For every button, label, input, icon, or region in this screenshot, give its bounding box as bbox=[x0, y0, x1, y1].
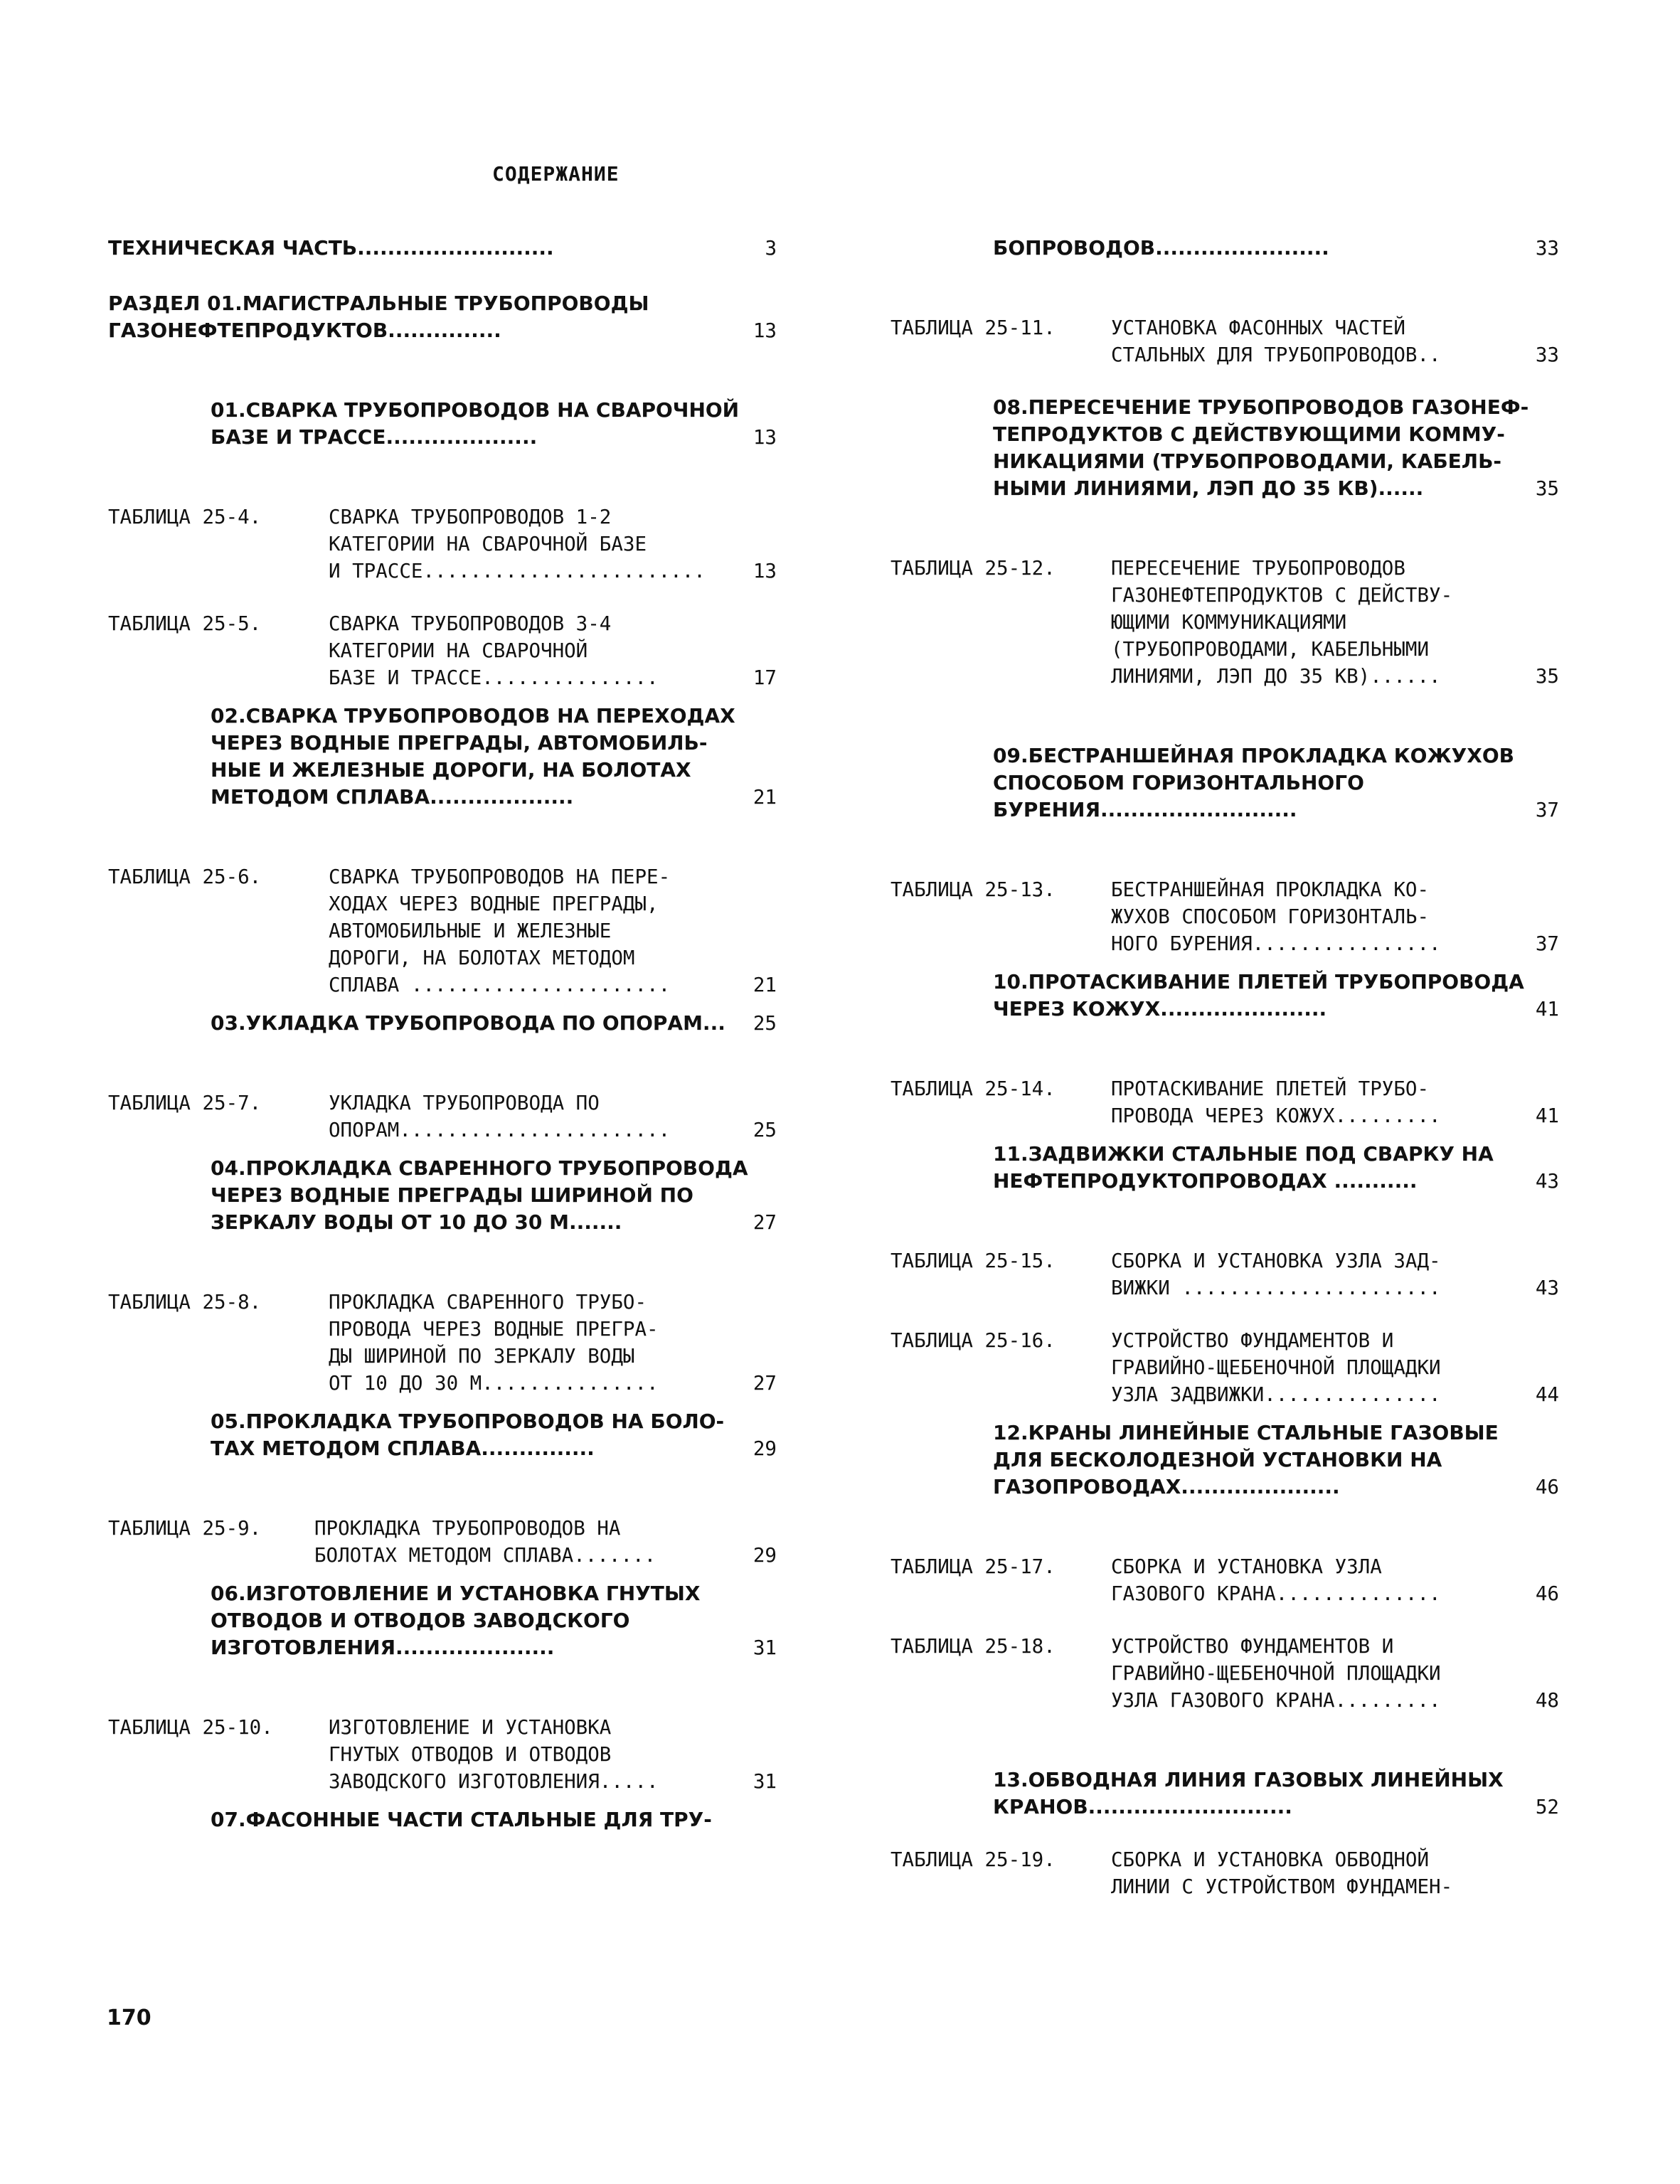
toc-page-number: 35 bbox=[1535, 665, 1559, 688]
toc-section-entry bbox=[108, 1408, 777, 1462]
toc-page-number: 44 bbox=[1535, 1383, 1559, 1406]
toc-entry-line: 06.ИЗГОТОВЛЕНИЕ И УСТАНОВКА ГНУТЫХ bbox=[211, 1582, 701, 1605]
toc-table-label: ТАБЛИЦА 25-13. bbox=[890, 878, 1056, 901]
toc-entry-line: ТЕПРОДУКТОВ С ДЕЙСТВУЮЩИМИ КОММУ- bbox=[993, 422, 1505, 446]
toc-section-entry bbox=[108, 1010, 777, 1037]
toc-page-number: 35 bbox=[1535, 477, 1559, 500]
toc-page-number: 37 bbox=[1535, 799, 1559, 821]
toc-table-label: ТАБЛИЦА 25-8. bbox=[108, 1291, 262, 1314]
toc-table-label: ТАБЛИЦА 25-7. bbox=[108, 1092, 262, 1114]
toc-entry-line: 07.ФАСОННЫЕ ЧАСТИ СТАЛЬНЫЕ ДЛЯ ТРУ- bbox=[211, 1808, 712, 1831]
toc-section-entry bbox=[890, 1419, 1559, 1501]
toc-entry-line: НЫМИ ЛИНИЯМИ, ЛЭП ДО 35 КВ)...... bbox=[993, 476, 1424, 500]
toc-table-label: ТАБЛИЦА 25-11. bbox=[890, 316, 1056, 339]
toc-section-entry bbox=[108, 1580, 777, 1661]
toc-entry-line: ПРОВОДА ЧЕРЕЗ ВОДНЫЕ ПРЕГРА- bbox=[329, 1318, 659, 1341]
toc-table-label: ТАБЛИЦА 25-16. bbox=[890, 1329, 1056, 1352]
toc-entry-line: И ТРАССЕ........................ bbox=[329, 560, 706, 582]
toc-table-entry bbox=[890, 1846, 1559, 1900]
toc-entry-line: СВАРКА ТРУБОПРОВОДОВ 3-4 bbox=[329, 612, 612, 635]
toc-page-number: 41 bbox=[1535, 998, 1559, 1021]
toc-entry-line: (ТРУБОПРОВОДАМИ, КАБЕЛЬНЫМИ bbox=[1111, 638, 1430, 661]
toc-page-number: 21 bbox=[753, 786, 777, 809]
toc-table-label: ТАБЛИЦА 25-6. bbox=[108, 865, 262, 888]
toc-table-entry bbox=[890, 1075, 1559, 1129]
toc-entry-line: ТЕХНИЧЕСКАЯ ЧАСТЬ.......................... bbox=[108, 236, 554, 260]
toc-entry-line: 09.БЕСТРАНШЕЙНАЯ ПРОКЛАДКА КОЖУХОВ bbox=[993, 744, 1515, 767]
toc-entry-line: ЛИНИЯМИ, ЛЭП ДО 35 КВ)...... bbox=[1111, 665, 1441, 688]
toc-table-entry bbox=[108, 504, 777, 585]
toc-section-entry bbox=[108, 235, 777, 262]
toc-entry-line: БОЛОТАХ МЕТОДОМ СПЛАВА....... bbox=[314, 1544, 656, 1567]
toc-table-entry bbox=[890, 314, 1559, 368]
toc-entry-line: ГРАВИЙНО-ЩЕБЕНОЧНОЙ ПЛОЩАДКИ bbox=[1111, 1662, 1441, 1685]
toc-entry-line: БУРЕНИЯ.......................... bbox=[993, 798, 1297, 821]
toc-table-entry bbox=[890, 555, 1559, 690]
toc-entry-line: ЗЕРКАЛУ ВОДЫ ОТ 10 ДО 30 М....... bbox=[211, 1210, 622, 1234]
toc-left-column bbox=[108, 235, 777, 1833]
toc-entry-line: КАТЕГОРИИ НА СВАРОЧНОЙ БАЗЕ bbox=[329, 533, 647, 555]
toc-page-number: 13 bbox=[753, 426, 777, 449]
toc-entry-line: КАТЕГОРИИ НА СВАРОЧНОЙ bbox=[329, 639, 588, 662]
toc-entry-line: ПРОТАСКИВАНИЕ ПЛЕТЕЙ ТРУБО- bbox=[1111, 1077, 1430, 1100]
toc-entry-line: 13.ОБВОДНАЯ ЛИНИЯ ГАЗОВЫХ ЛИНЕЙНЫХ bbox=[993, 1768, 1504, 1791]
toc-entry-line: ЮЩИМИ КОММУНИКАЦИЯМИ bbox=[1111, 611, 1347, 634]
toc-entry-line: ЧЕРЕЗ КОЖУХ...................... bbox=[993, 997, 1327, 1021]
toc-entry-line: ОТ 10 ДО 30 М............... bbox=[329, 1372, 659, 1395]
toc-entry-line: СБОРКА И УСТАНОВКА УЗЛА bbox=[1111, 1555, 1382, 1578]
toc-entry-line: 05.ПРОКЛАДКА ТРУБОПРОВОДОВ НА БОЛО- bbox=[211, 1410, 725, 1433]
toc-entry-line: НЕФТЕПРОДУКТОПРОВОДАХ ........... bbox=[993, 1169, 1418, 1193]
toc-table-label: ТАБЛИЦА 25-10. bbox=[108, 1716, 273, 1739]
toc-section-entry bbox=[108, 1155, 777, 1236]
toc-entry-line: УСТАНОВКА ФАСОННЫХ ЧАСТЕЙ bbox=[1111, 316, 1405, 339]
toc-entry-line: СБОРКА И УСТАНОВКА ОБВОДНОЙ bbox=[1111, 1848, 1430, 1871]
toc-entry-line: ВИЖКИ ...................... bbox=[1111, 1277, 1441, 1299]
toc-page-number: 37 bbox=[1535, 932, 1559, 955]
toc-page-number: 43 bbox=[1535, 1170, 1559, 1193]
toc-page-number: 13 bbox=[753, 560, 777, 582]
toc-table-label: ТАБЛИЦА 25-14. bbox=[890, 1077, 1056, 1100]
toc-entry-line: ГРАВИЙНО-ЩЕБЕНОЧНОЙ ПЛОЩАДКИ bbox=[1111, 1356, 1441, 1379]
toc-table-entry bbox=[108, 610, 777, 691]
toc-page-number: 17 bbox=[753, 666, 777, 689]
toc-entry-line: 11.ЗАДВИЖКИ СТАЛЬНЫЕ ПОД СВАРКУ НА bbox=[993, 1142, 1494, 1166]
toc-page-number: 46 bbox=[1535, 1582, 1559, 1605]
toc-entry-line: СПОСОБОМ ГОРИЗОНТАЛЬНОГО bbox=[993, 771, 1364, 794]
toc-page-number: 48 bbox=[1535, 1689, 1559, 1712]
toc-section-entry bbox=[108, 290, 777, 344]
toc-entry-line: ТАХ МЕТОДОМ СПЛАВА............... bbox=[211, 1437, 595, 1460]
toc-page-number: 29 bbox=[753, 1437, 777, 1460]
toc-entry-line: ПРОКЛАДКА ТРУБОПРОВОДОВ НА bbox=[314, 1517, 621, 1540]
toc-entry-line: УКЛАДКА ТРУБОПРОВОДА ПО bbox=[329, 1092, 600, 1114]
toc-table-label: ТАБЛИЦА 25-9. bbox=[108, 1517, 262, 1540]
toc-entry-line: ПЕРЕСЕЧЕНИЕ ТРУБОПРОВОДОВ bbox=[1111, 557, 1405, 580]
toc-table-entry bbox=[890, 1247, 1559, 1301]
toc-entry-line: ЛИНИИ С УСТРОЙСТВОМ ФУНДАМЕН- bbox=[1111, 1875, 1453, 1898]
toc-page-number: 43 bbox=[1535, 1277, 1559, 1299]
toc-entry-line: ОТВОДОВ И ОТВОДОВ ЗАВОДСКОГО bbox=[211, 1609, 630, 1632]
toc-entry-line: УСТРОЙСТВО ФУНДАМЕНТОВ И bbox=[1111, 1329, 1394, 1352]
toc-entry-line: ГАЗОПРОВОДАХ..................... bbox=[993, 1475, 1340, 1498]
toc-table-label: ТАБЛИЦА 25-18. bbox=[890, 1635, 1056, 1658]
toc-page-number: 31 bbox=[753, 1636, 777, 1659]
toc-entry-line: ПРОКЛАДКА СВАРЕННОГО ТРУБО- bbox=[329, 1291, 647, 1314]
toc-table-entry bbox=[108, 1090, 777, 1144]
toc-entry-line: БАЗЕ И ТРАССЕ.................... bbox=[211, 425, 538, 449]
toc-section-entry bbox=[890, 394, 1559, 502]
toc-table-entry bbox=[108, 1515, 777, 1569]
toc-table-label: ТАБЛИЦА 25-19. bbox=[890, 1848, 1056, 1871]
toc-table-label: ТАБЛИЦА 25-15. bbox=[890, 1250, 1056, 1272]
toc-entry-line: ЧЕРЕЗ ВОДНЫЕ ПРЕГРАДЫ, АВТОМОБИЛЬ- bbox=[211, 731, 708, 755]
toc-page-number: 3 bbox=[765, 237, 777, 260]
page-title: СОДЕРЖАНИЕ bbox=[492, 162, 620, 186]
toc-section-entry bbox=[890, 235, 1559, 262]
toc-entry-line: СТАЛЬНЫХ ДЛЯ ТРУБОПРОВОДОВ.. bbox=[1111, 343, 1441, 366]
toc-entry-line: ДЫ ШИРИНОЙ ПО ЗЕРКАЛУ ВОДЫ bbox=[329, 1345, 635, 1368]
toc-entry-line: НОГО БУРЕНИЯ................ bbox=[1111, 932, 1441, 955]
toc-table-label: ТАБЛИЦА 25-5. bbox=[108, 612, 262, 635]
toc-entry-line: УЗЛА ЗАДВИЖКИ............... bbox=[1111, 1383, 1441, 1406]
toc-entry-line: НИКАЦИЯМИ (ТРУБОПРОВОДАМИ, КАБЕЛЬ- bbox=[993, 449, 1502, 473]
toc-page-number: 27 bbox=[753, 1372, 777, 1395]
toc-table-entry bbox=[108, 1714, 777, 1795]
toc-entry-line: ЧЕРЕЗ ВОДНЫЕ ПРЕГРАДЫ ШИРИНОЙ ПО bbox=[211, 1183, 693, 1207]
toc-page-number: 25 bbox=[753, 1119, 777, 1141]
toc-table-entry bbox=[108, 1289, 777, 1397]
page-number: 170 bbox=[107, 2005, 151, 2030]
toc-entry-line: 10.ПРОТАСКИВАНИЕ ПЛЕТЕЙ ТРУБОПРОВОДА bbox=[993, 970, 1524, 994]
toc-entry-line: СБОРКА И УСТАНОВКА УЗЛА ЗАД- bbox=[1111, 1250, 1441, 1272]
toc-table-entry bbox=[890, 1327, 1559, 1408]
toc-entry-line: СВАРКА ТРУБОПРОВОДОВ НА ПЕРЕ- bbox=[329, 865, 671, 888]
toc-table-label: ТАБЛИЦА 25-17. bbox=[890, 1555, 1056, 1578]
toc-entry-line: АВТОМОБИЛЬНЫЕ И ЖЕЛЕЗНЫЕ bbox=[329, 920, 612, 942]
toc-entry-line: ИЗГОТОВЛЕНИЯ..................... bbox=[211, 1636, 555, 1659]
toc-section-entry bbox=[890, 742, 1559, 824]
toc-entry-line: ДЛЯ БЕСКОЛОДЕЗНОЙ УСТАНОВКИ НА bbox=[993, 1448, 1442, 1471]
toc-entry-line: БЕСТРАНШЕЙНАЯ ПРОКЛАДКА КО- bbox=[1111, 878, 1430, 901]
toc-page-number: 21 bbox=[753, 974, 777, 996]
toc-page-number: 46 bbox=[1535, 1476, 1559, 1498]
toc-entry-line: 04.ПРОКЛАДКА СВАРЕННОГО ТРУБОПРОВОДА bbox=[211, 1156, 748, 1180]
toc-entry-line: ДОРОГИ, НА БОЛОТАХ МЕТОДОМ bbox=[329, 947, 635, 969]
toc-table-entry bbox=[108, 863, 777, 998]
toc-entry-line: ГАЗОНЕФТЕПРОДУКТОВ............... bbox=[108, 319, 501, 342]
toc-entry-line: ЗАВОДСКОГО ИЗГОТОВЛЕНИЯ..... bbox=[329, 1770, 659, 1793]
toc-section-entry bbox=[890, 969, 1559, 1023]
toc-section-entry bbox=[108, 1806, 777, 1833]
toc-table-entry bbox=[890, 876, 1559, 957]
toc-right-column bbox=[890, 235, 1559, 1900]
toc-page-number: 31 bbox=[753, 1770, 777, 1793]
toc-entry-line: МЕТОДОМ СПЛАВА................... bbox=[211, 785, 574, 809]
toc-page-number: 33 bbox=[1535, 237, 1559, 260]
toc-section-entry bbox=[890, 1767, 1559, 1821]
toc-table-entry bbox=[890, 1553, 1559, 1607]
toc-entry-line: СВАРКА ТРУБОПРОВОДОВ 1-2 bbox=[329, 506, 612, 528]
toc-entry-line: БАЗЕ И ТРАССЕ............... bbox=[329, 666, 659, 689]
toc-entry-line: ГНУТЫХ ОТВОДОВ И ОТВОДОВ bbox=[329, 1743, 612, 1766]
toc-table-label: ТАБЛИЦА 25-4. bbox=[108, 506, 262, 528]
toc-entry-line: ХОДАХ ЧЕРЕЗ ВОДНЫЕ ПРЕГРАДЫ, bbox=[329, 893, 659, 915]
toc-page-number: 25 bbox=[753, 1012, 777, 1035]
toc-page-number: 33 bbox=[1535, 343, 1559, 366]
toc-entry-line: УСТРОЙСТВО ФУНДАМЕНТОВ И bbox=[1111, 1635, 1394, 1658]
toc-section-entry bbox=[108, 703, 777, 811]
toc-entry-line: ИЗГОТОВЛЕНИЕ И УСТАНОВКА bbox=[329, 1716, 612, 1739]
toc-entry-line: 08.ПЕРЕСЕЧЕНИЕ ТРУБОПРОВОДОВ ГАЗОНЕФ- bbox=[993, 395, 1529, 419]
toc-entry-line: УЗЛА ГАЗОВОГО КРАНА......... bbox=[1111, 1689, 1441, 1712]
toc-entry-line: 02.СВАРКА ТРУБОПРОВОДОВ НА ПЕРЕХОДАХ bbox=[211, 704, 735, 728]
toc-page-number: 29 bbox=[753, 1544, 777, 1567]
toc-page-number: 27 bbox=[753, 1211, 777, 1234]
toc-entry-line: РАЗДЕЛ 01.МАГИСТРАЛЬНЫЕ ТРУБОПРОВОДЫ bbox=[108, 292, 649, 315]
toc-entry-line: ЖУХОВ СПОСОБОМ ГОРИЗОНТАЛЬ- bbox=[1111, 905, 1430, 928]
toc-table-entry bbox=[890, 1633, 1559, 1714]
toc-table-label: ТАБЛИЦА 25-12. bbox=[890, 557, 1056, 580]
toc-page-number: 41 bbox=[1535, 1104, 1559, 1127]
toc-page-number: 13 bbox=[753, 319, 777, 342]
toc-entry-line: БОПРОВОДОВ....................... bbox=[993, 236, 1329, 260]
toc-entry-line: КРАНОВ........................... bbox=[993, 1795, 1292, 1818]
toc-entry-line: 01.СВАРКА ТРУБОПРОВОДОВ НА СВАРОЧНОЙ bbox=[211, 398, 740, 422]
toc-entry-line: ПРОВОДА ЧЕРЕЗ КОЖУХ......... bbox=[1111, 1104, 1441, 1127]
toc-entry-line: ГАЗОВОГО КРАНА.............. bbox=[1111, 1582, 1441, 1605]
toc-section-entry bbox=[108, 397, 777, 451]
toc-entry-line: ГАЗОНЕФТЕПРОДУКТОВ С ДЕЙСТВУ- bbox=[1111, 584, 1453, 607]
toc-entry-line: СПЛАВА ...................... bbox=[329, 974, 671, 996]
toc-entry-line: 12.КРАНЫ ЛИНЕЙНЫЕ СТАЛЬНЫЕ ГАЗОВЫЕ bbox=[993, 1421, 1499, 1444]
toc-section-entry bbox=[890, 1141, 1559, 1195]
toc-entry-line: ОПОРАМ....................... bbox=[329, 1119, 671, 1141]
toc-entry-line: 03.УКЛАДКА ТРУБОПРОВОДА ПО ОПОРАМ... bbox=[211, 1011, 725, 1035]
toc-entry-line: НЫЕ И ЖЕЛЕЗНЫЕ ДОРОГИ, НА БОЛОТАХ bbox=[211, 758, 691, 782]
toc-page-number: 52 bbox=[1535, 1796, 1559, 1818]
